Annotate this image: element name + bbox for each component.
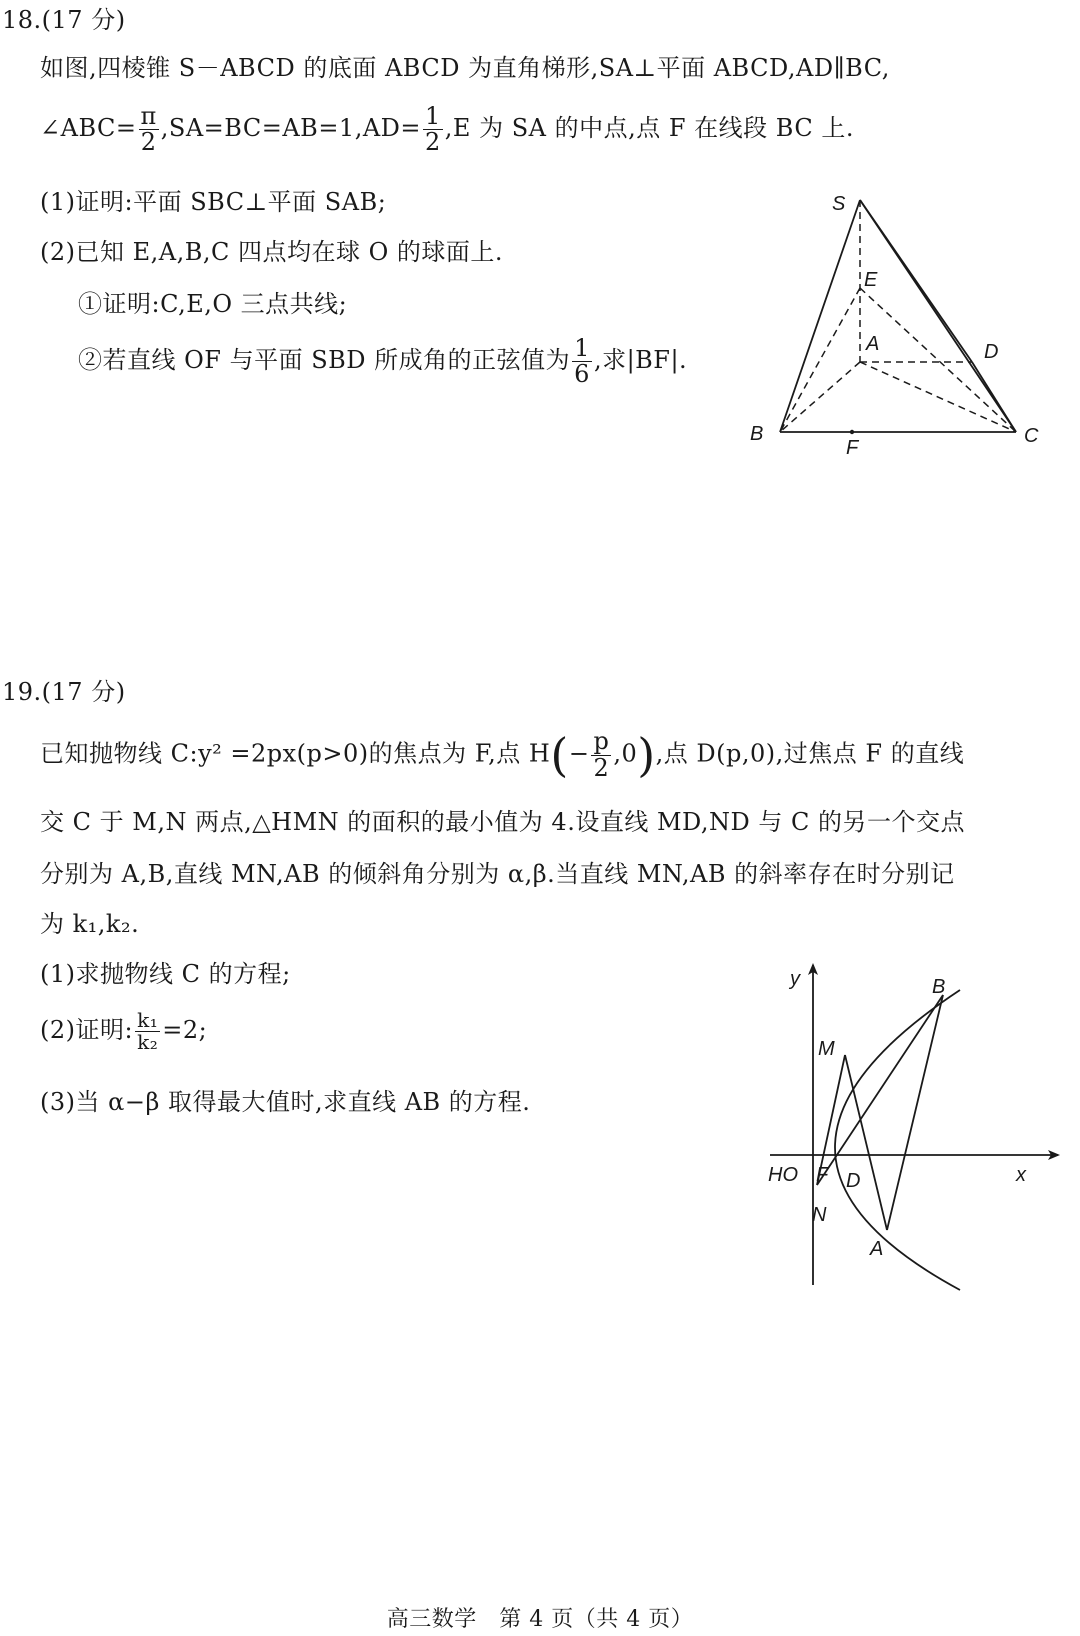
- label-F: F: [816, 1164, 829, 1186]
- q18-pyramid-figure: [740, 180, 1070, 480]
- q19-header: 19.(17 分): [2, 678, 126, 706]
- label-M: M: [818, 1038, 835, 1060]
- q18-part2-ii-tail: ,求|BF|.: [593, 346, 688, 375]
- q19-paren-close: ): [637, 728, 656, 782]
- label-F: F: [846, 437, 859, 459]
- q18-part2-ii-text: ②若直线 OF 与平面 SBD 所成角的正弦值为: [78, 346, 571, 375]
- q19-frac-k1-k2: $\frac{\text{k₁}}{\text{k₂}}$: [137, 1008, 159, 1054]
- q18-intro-line2: [40, 104, 854, 155]
- label-B: B: [932, 976, 946, 998]
- q18-midpoint-text: ,E 为 SA 的中点,点 F 在线段 BC 上.: [444, 114, 854, 143]
- q19-line3: 分别为 A,B,直线 MN,AB 的倾斜角分别为 α,β.当直线 MN,AB 的斜率存在时分别记: [40, 860, 955, 888]
- q19-h-tail: ,0: [613, 739, 638, 768]
- label-x: x: [1016, 1164, 1026, 1186]
- label-N: N: [812, 1204, 827, 1226]
- q19-part2-tail: =2;: [162, 1016, 208, 1044]
- label-C: C: [1024, 425, 1039, 447]
- q18-header: 18.(17 分): [2, 6, 126, 34]
- point-F: [850, 430, 854, 434]
- q19-part2: [40, 1010, 207, 1053]
- q19-frac-p-over-2: $\frac{p}{2}$: [593, 727, 610, 782]
- q19-line1-tail: ,点 D(p,0),过焦点 F 的直线: [655, 739, 965, 768]
- q18-frac-pi-over-2: $\frac{\pi}{2}$: [140, 102, 157, 157]
- q18-frac-one-half: $\frac{1}{2}$: [425, 102, 441, 157]
- line-AB: [887, 995, 943, 1230]
- q19-part2-text: (2)证明:: [40, 1016, 134, 1044]
- label-A: A: [866, 333, 880, 355]
- q19-line1: [40, 728, 964, 782]
- label-D: D: [846, 1170, 861, 1192]
- label-D: D: [984, 341, 999, 363]
- q18-frac-one-sixth: $\frac{1}{6}$: [574, 334, 590, 389]
- parabola-curve: [835, 990, 960, 1290]
- q18-part2-ii: [78, 336, 687, 387]
- q18-angle-text: ∠ABC=: [40, 114, 137, 143]
- q18-part2-i: ①证明:C,E,O 三点共线;: [78, 290, 348, 318]
- page-footer: 高三数学 第 4 页（共 4 页）: [386, 1607, 694, 1632]
- label-y: y: [790, 968, 800, 990]
- q19-part3: (3)当 α−β 取得最大值时,求直线 AB 的方程.: [40, 1088, 531, 1116]
- q19-h-minus: −: [568, 739, 590, 768]
- line-MA: [845, 1055, 887, 1230]
- label-A: A: [870, 1238, 884, 1260]
- q18-intro-line1: 如图,四棱锥 S－ABCD 的底面 ABCD 为直角梯形,SA⊥平面 ABCD,AD∥BC,: [40, 54, 890, 82]
- q19-line1-text: 已知抛物线 C:y² =2px(p>0)的焦点为 F,点 H: [40, 739, 551, 768]
- label-E: E: [864, 269, 878, 291]
- label-S: S: [832, 193, 846, 215]
- q18-part2: (2)已知 E,A,B,C 四点均在球 O 的球面上.: [40, 238, 504, 266]
- q19-line4: 为 k₁,k₂.: [40, 910, 140, 938]
- label-B: B: [750, 423, 764, 445]
- q19-parabola-figure: [760, 955, 1070, 1300]
- label-HO: HO: [768, 1164, 798, 1186]
- q19-line2: 交 C 于 M,N 两点,△HMN 的面积的最小值为 4.设直线 MD,ND 与 C 的另一个交点: [40, 808, 966, 836]
- q19-part1: (1)求抛物线 C 的方程;: [40, 960, 291, 988]
- q18-part1: (1)证明:平面 SBC⊥平面 SAB;: [40, 188, 387, 216]
- q18-lengths-text: ,SA=BC=AB=1,AD=: [160, 114, 422, 143]
- segment-EB: [780, 288, 860, 432]
- line-NB: [817, 995, 943, 1185]
- q19-paren-open: (: [550, 728, 569, 782]
